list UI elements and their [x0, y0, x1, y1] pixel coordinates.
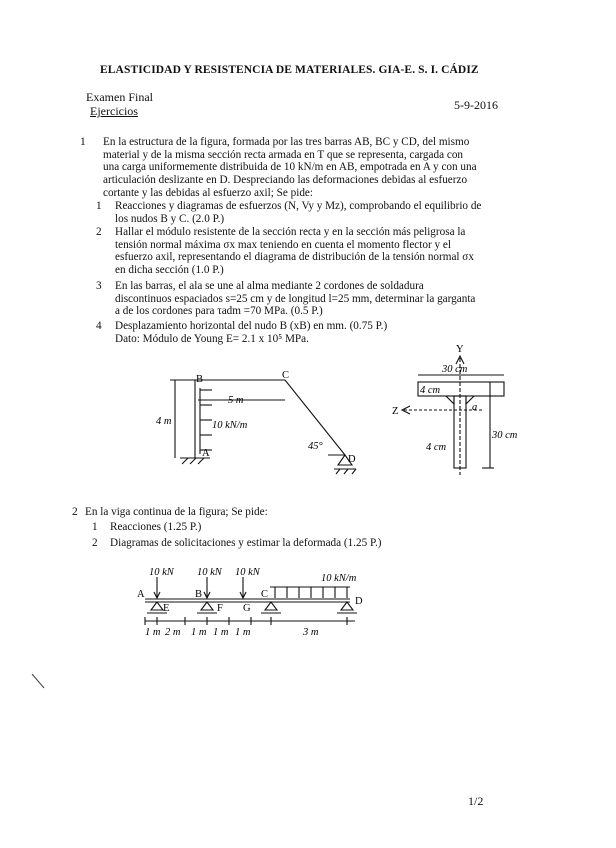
web-thickness-label: 4 cm	[426, 442, 447, 453]
question-line: los nudos B y C. (2.0 P.)	[115, 212, 225, 225]
y-axis-label: Y	[456, 344, 464, 355]
height-label: 30 cm	[492, 430, 518, 441]
distributed-load-label: 10 kN/m	[321, 573, 357, 584]
statement-line: una carga uniformemente distribuida de 10 kN/m en AB, empotrada en A y con una	[103, 161, 477, 174]
node-label: F	[217, 603, 223, 614]
node-label: G	[243, 603, 251, 614]
question-line: Dato: Módulo de Young E= 2.1 x 10⁵ MPa.	[115, 332, 309, 345]
node-b-label: B	[196, 374, 204, 385]
span-label: 1 m	[191, 627, 207, 638]
node-label: B	[195, 589, 203, 600]
point-load-label: 10 kN	[197, 567, 222, 578]
flange-width-label: 30 cm	[442, 364, 468, 375]
distributed-load-arrows	[200, 388, 212, 454]
question-line: Desplazamiento horizontal del nudo B (xB) en mm. (0.75 P.)	[115, 320, 388, 332]
statement-line: articulación deslizante en D. Despreciando las deformaciones debidas al esfuerzo	[103, 174, 468, 187]
height-label: 4 m	[156, 416, 172, 427]
width-label: 5 m	[228, 395, 244, 406]
node-a-label: A	[202, 448, 210, 459]
height-dimension	[170, 380, 195, 458]
question-line: esfuerzo axil, representando el diagrama de distribución de la tensión normal σx	[115, 251, 474, 264]
node-label: A	[137, 589, 145, 600]
problem-1-number: 1	[80, 136, 86, 148]
q1-text	[115, 200, 505, 225]
question-line: Hallar el módulo resistente de la sección recta y en la sección más peligrosa la	[115, 226, 466, 238]
span-label: 1 m	[145, 627, 161, 638]
continuous-beam-figure	[135, 565, 375, 640]
p2-q1-number: 1	[92, 521, 98, 533]
problem-2-statement: En la viga continua de la figura; Se pide:	[85, 506, 268, 518]
statement-line: En la estructura de la figura, formada por las tres barras AB, BC y CD, del mismo	[103, 136, 470, 148]
q4-text	[115, 320, 415, 345]
question-line: tensión normal máxima σx max teniendo en cuenta el momento flector y el	[115, 238, 451, 251]
q3-number: 3	[96, 280, 102, 292]
node-label: C	[261, 589, 269, 600]
section-label: Ejercicios	[90, 104, 138, 118]
statement-line: cortante y las debidas al esfuerzo axil; Se pide:	[103, 186, 314, 199]
p2-q2-text: Diagramas de solicitaciones y estimar la deformada (1.25 P.)	[110, 537, 382, 549]
distributed-load-arrows	[270, 587, 350, 598]
question-line: a de los cordones para τadm =70 MPa. (0.5 P.)	[115, 305, 323, 318]
problem-1-statement	[103, 136, 503, 200]
question-line: discontinuos espaciados s=25 cm y de longitud l=25 mm, determinar la garganta	[115, 292, 476, 305]
node-d-label: D	[348, 454, 356, 465]
weld-throat-label: a	[472, 402, 478, 413]
t-section-figure	[390, 340, 530, 480]
q2-text	[115, 226, 505, 277]
q3-text	[115, 280, 505, 318]
point-load-label: 10 kN	[235, 567, 260, 578]
problem-2-number: 2	[72, 506, 78, 518]
node-label: E	[163, 603, 170, 614]
question-line: en dicha sección (1.0 P.)	[115, 264, 224, 277]
exam-date: 5-9-2016	[454, 98, 498, 112]
q2-number: 2	[96, 226, 102, 238]
point-load-label: 10 kN	[149, 567, 174, 578]
q1-number: 1	[96, 200, 102, 212]
span-label: 2 m	[165, 627, 181, 638]
document-title: ELASTICIDAD Y RESISTENCIA DE MATERIALES. GIA-E. S. I. CÁDIZ	[100, 64, 479, 76]
weld-fillet	[446, 396, 454, 404]
frame-figure	[150, 370, 380, 480]
p2-q1-text: Reacciones (1.25 P.)	[110, 521, 202, 533]
question-line: En las barras, el ala se une al alma mediante 2 cordones de soldadura	[115, 280, 424, 292]
angle-label: 45°	[308, 441, 323, 452]
node-label: D	[355, 596, 363, 607]
span-label: 3 m	[303, 627, 319, 638]
node-c-label: C	[282, 370, 290, 381]
scan-mark	[30, 672, 50, 692]
page-number: 1/2	[468, 794, 484, 808]
load-label: 10 kN/m	[212, 420, 248, 431]
span-label: 1 m	[213, 627, 229, 638]
q4-number: 4	[96, 320, 102, 332]
question-line: Reacciones y diagramas de esfuerzos (N, Vy y Mz), comprobando el equilibrio de	[115, 200, 482, 212]
span-label: 1 m	[235, 627, 251, 638]
flange-thickness-label: 4 cm	[420, 385, 441, 396]
exam-label: Examen Final	[86, 90, 153, 104]
statement-line: material y de la misma sección recta armada en T que se representa, cargada con	[103, 148, 464, 161]
p2-q2-number: 2	[92, 537, 98, 549]
z-axis-label: Z	[392, 406, 399, 417]
beam-supports	[147, 602, 357, 613]
